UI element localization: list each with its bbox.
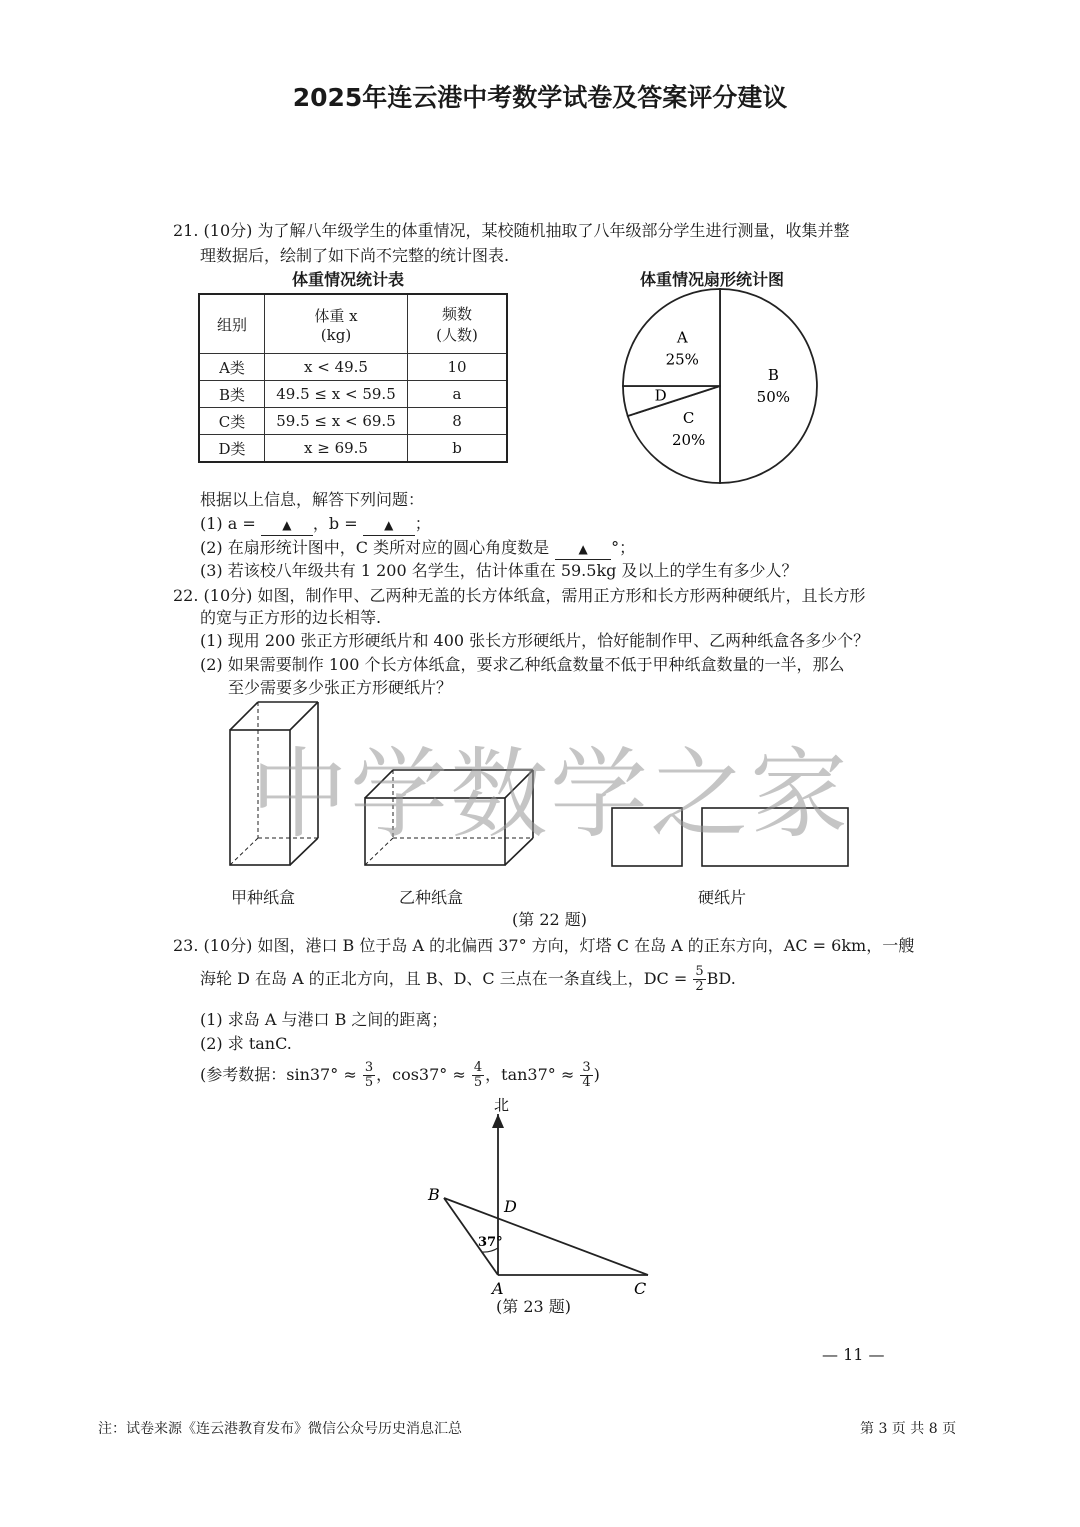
cell-count: 10 (408, 354, 508, 381)
label-c: C (634, 1279, 647, 1298)
q21-p2-prefix: (2) 在扇形统计图中，C 类所对应的圆心角度数是 (200, 538, 550, 557)
table-header-row (199, 294, 507, 354)
q22-part2a: (2) 如果需要制作 100 个长方体纸盒，要求乙种纸盒数量不低于甲种纸盒数量的一半，那么 (200, 655, 845, 674)
ref-end: ) (593, 1065, 600, 1084)
header-group: 组别 (199, 294, 265, 354)
cell-count: b (408, 435, 508, 463)
label-d: D (504, 1197, 517, 1216)
cell-group: A类 (199, 354, 265, 381)
q22-line2: 的宽与正方形的边长相等. (200, 608, 382, 627)
q23-line2-prefix: 海轮 D 在岛 A 的正北方向，且 B、D、C 三点在一条直线上，DC = (200, 969, 693, 988)
fraction-numerator: 3 (364, 1060, 374, 1075)
q23-caption: (第 23 题) (496, 1297, 572, 1316)
pie-label-b: B (767, 366, 779, 384)
blank-marker: ▲ (578, 542, 588, 556)
header-count (408, 294, 508, 354)
q23-line1: 23. (10分) 如图，港口 B 位于岛 A 的北偏西 37° 方向，灯塔 C 在岛 A 的正东方向，AC = 6km，一艘 (173, 936, 915, 955)
page-number: — 11 — (822, 1345, 885, 1364)
label-card: 硬纸片 (698, 888, 747, 907)
cell-range: x < 49.5 (265, 354, 408, 381)
blank-marker: ▲ (384, 518, 394, 532)
pie-percent-b: 50% (756, 388, 791, 406)
pie-label-c: C (682, 409, 695, 428)
angle-label: 37° (478, 1235, 503, 1250)
label-b: B (428, 1185, 440, 1204)
cell-group: C类 (199, 408, 265, 435)
q22-part1: (1) 现用 200 张正方形硬纸片和 400 张长方形硬纸片，恰好能制作甲、乙两种纸盒各多少个？ (200, 631, 870, 650)
answer-blank-a[interactable] (261, 514, 313, 536)
label-yi-box: 乙种纸盒 (399, 888, 464, 907)
watermark: 中学数学之家 (250, 738, 851, 852)
table-row (199, 354, 507, 381)
north-label: 北 (494, 1096, 510, 1114)
q21-p2-end: °； (611, 538, 636, 557)
ref-cos: ，cos37° ≈ (376, 1065, 471, 1084)
chart-title: 体重情况扇形统计图 (640, 270, 785, 289)
cell-range: 49.5 ≤ x < 59.5 (265, 381, 408, 408)
table-row (199, 408, 507, 435)
q23-line2 (200, 962, 736, 996)
cos-fraction (472, 1061, 484, 1090)
fraction-numerator: 4 (473, 1060, 483, 1075)
cell-range: x ≥ 69.5 (265, 435, 408, 463)
q21-p1-prefix: (1) a = (200, 514, 261, 533)
cell-count: 8 (408, 408, 508, 435)
footer-note: 注：试卷来源《连云港教育发布》微信公众号历史消息汇总 (98, 1421, 462, 1437)
blank-marker: ▲ (282, 518, 292, 532)
weight-table (198, 293, 508, 463)
tan-fraction (580, 1061, 592, 1090)
fraction-denominator: 5 (473, 1075, 483, 1090)
q22-line1: 22. (10分) 如图，制作甲、乙两种无盖的长方体纸盒，需用正方形和长方形两种硬纸片，且长方形 (173, 586, 866, 605)
q21-part1 (200, 514, 431, 536)
arrow-head-icon (492, 1114, 504, 1128)
pie-slice-b (720, 289, 817, 483)
header-weight (265, 294, 408, 354)
q21-intro: 根据以上信息，解答下列问题： (200, 490, 425, 509)
q22-caption: (第 22 题) (512, 910, 588, 929)
pie-label-d: D (654, 386, 667, 405)
q21-line1: 21. (10分) 为了解八年级学生的体重情况，某校随机抽取了八年级部分学生进行测量，收集并整 (173, 221, 850, 240)
header-weight-line2: (kg) (320, 325, 352, 344)
q23-figure (420, 1096, 680, 1300)
pie-percent-c: 20% (671, 431, 706, 450)
pie-slice-a (623, 289, 720, 386)
document-title: 2025年连云港中考数学试卷及答案评分建议 (292, 83, 788, 112)
cell-range: 59.5 ≤ x < 69.5 (265, 408, 408, 435)
q23-part2: (2) 求 tanC. (200, 1034, 292, 1053)
cell-group: B类 (199, 381, 265, 408)
fraction-denominator: 2 (695, 979, 704, 994)
answer-blank-angle[interactable] (555, 538, 611, 560)
ref-prefix: (参考数据：sin37° ≈ (200, 1065, 362, 1084)
q22-part2b: 至少需要多少张正方形硬纸片？ (228, 678, 453, 697)
header-count-line2: (人数) (436, 326, 478, 344)
header-count-line1: 频数 (441, 305, 472, 323)
q21-part3: (3) 若该校八年级共有 1 200 名学生，估计体重在 59.5kg 及以上的学生有多少人？ (200, 561, 798, 580)
table-title: 体重情况统计表 (292, 270, 405, 289)
q21-p1-mid: ，b = (312, 514, 363, 533)
pie-label-a: A (676, 328, 688, 347)
q21-line2: 理数据后，绘制了如下尚不完整的统计图表. (200, 246, 510, 265)
fraction-denominator: 4 (582, 1075, 591, 1090)
label-a: A (492, 1279, 504, 1298)
q21-part2 (200, 538, 635, 560)
sin-fraction (363, 1061, 375, 1090)
answer-blank-b[interactable] (363, 514, 415, 536)
q23-reference (200, 1058, 600, 1092)
q23-line2-suffix: BD. (706, 969, 736, 988)
fraction-numerator: 5 (695, 964, 704, 979)
pie-percent-a: 25% (665, 350, 699, 369)
header-weight-line1: 体重 x (314, 306, 358, 325)
table-row (199, 435, 507, 463)
footer-page: 第 3 页 共 8 页 (860, 1421, 957, 1437)
q23-part1: (1) 求岛 A 与港口 B 之间的距离； (200, 1010, 448, 1029)
cell-count: a (408, 381, 508, 408)
cell-group: D类 (199, 435, 265, 463)
q21-p1-end: ； (414, 514, 431, 533)
fraction-denominator: 5 (364, 1075, 374, 1090)
label-jia-box: 甲种纸盒 (231, 888, 296, 907)
segment-bc (444, 1198, 648, 1275)
table-row (199, 381, 507, 408)
fraction-numerator: 3 (582, 1060, 591, 1075)
ref-tan: ，tan37° ≈ (485, 1065, 580, 1084)
pie-chart (620, 286, 820, 486)
dc-fraction (693, 965, 705, 994)
